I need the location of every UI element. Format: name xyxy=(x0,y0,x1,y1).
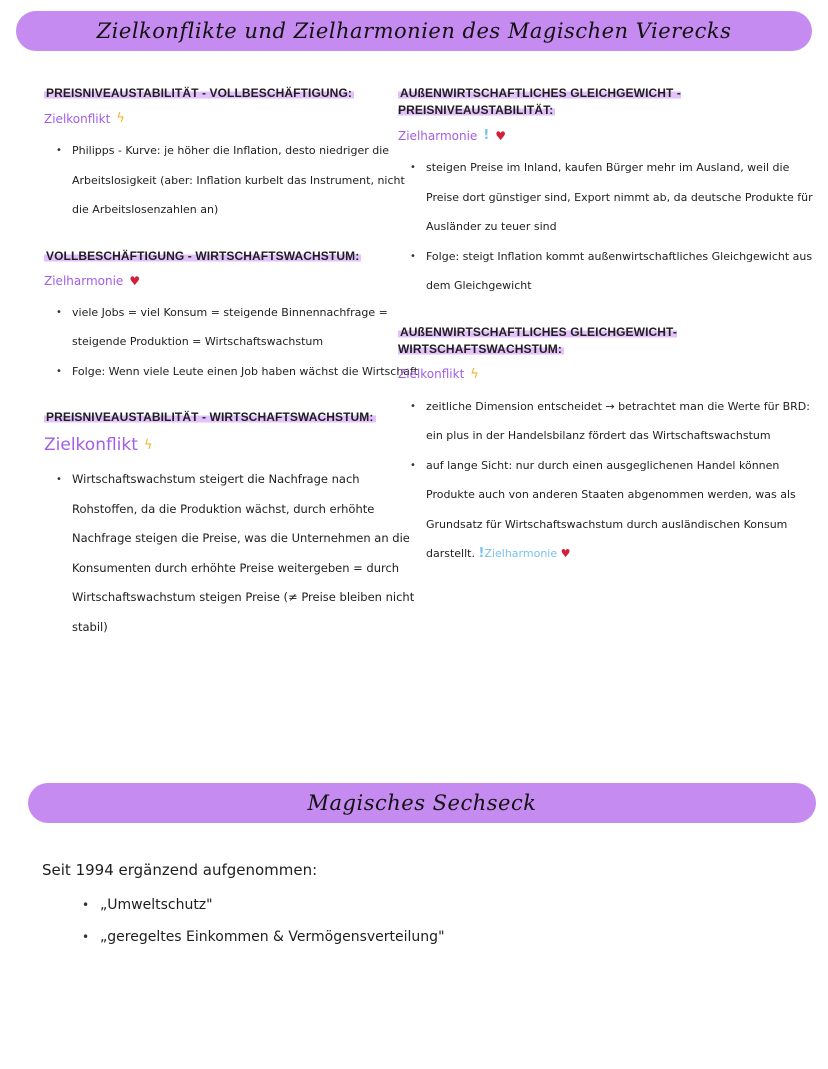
tag-label: Zielkonflikt xyxy=(398,367,465,381)
list-item: • „geregeltes Einkommen & Vermögensverteilung" xyxy=(42,921,782,953)
zielharmonie-tag xyxy=(44,274,422,288)
left-column xyxy=(44,84,422,664)
section-title: AUßENWIRTSCHAFTLICHES GLEICHGEWICHT- WIRTSCHAFTSWACHSTUM: xyxy=(398,324,677,356)
list-item: • viele Jobs = viel Konsum = steigende Binnennachfrage = steigende Produktion = Wirtschaftswachstum xyxy=(44,298,422,357)
zielkonflikt-tag xyxy=(44,111,422,126)
section-title: AUßENWIRTSCHAFTLICHES GLEICHGEWICHT - PREISNIVEAUSTABILITÄT: xyxy=(398,86,682,117)
heart-icon: ♥ xyxy=(129,273,141,288)
zielkonflikt-tag xyxy=(44,435,422,455)
section-title: PREISNIVEAUSTABILITÄT - VOLLBESCHÄFTIGUNG: xyxy=(46,86,352,100)
list-item: • steigen Preise im Inland, kaufen Bürger mehr im Ausland, weil die Preise dort günstiger sind, Export nimmt ab, da deutsche Produkte für Ausländer zu teuer sind xyxy=(398,153,816,242)
lightning-icon: ϟ xyxy=(116,111,125,126)
sechseck-banner xyxy=(28,783,816,823)
heart-icon: ♥ xyxy=(495,128,507,143)
section-title: PREISNIVEAUSTABILITÄT - WIRTSCHAFTSWACHSTUM: xyxy=(46,410,374,424)
section-title: VOLLBESCHÄFTIGUNG - WIRTSCHAFTSWACHSTUM: xyxy=(46,248,360,263)
section-aussen-wachstum xyxy=(398,323,816,569)
exclamation-icon: ! xyxy=(478,546,485,561)
section-preis-vollbeschaeftigung xyxy=(44,84,422,225)
list-item xyxy=(398,451,816,569)
page-title: Zielkonflikte und Zielharmonien des Magischen Vierecks xyxy=(96,19,732,43)
list-item: • Philipps - Kurve: je höher die Inflation, desto niedriger die Arbeitslosigkeit (aber: Inflation kurbelt das Instrument, nicht die Arbeitslosenzahlen an) xyxy=(44,136,422,225)
right-column xyxy=(398,84,816,591)
zielharmonie-tag xyxy=(398,128,816,143)
header-banner xyxy=(16,11,812,51)
list-item: • „Umweltschutz" xyxy=(42,889,782,921)
list-item: • Folge: steigt Inflation kommt außenwirtschaftliches Gleichgewicht aus dem Gleichgewicht xyxy=(398,242,816,301)
heart-icon: ♥ xyxy=(560,547,571,560)
tag-label: Zielkonflikt xyxy=(44,111,111,126)
inline-zielharmonie-tag: Zielharmonie xyxy=(484,547,558,560)
tag-label: Zielharmonie xyxy=(44,273,124,288)
section-preis-wachstum xyxy=(44,408,422,642)
list-item: • zeitliche Dimension entscheidet → betrachtet man die Werte für BRD: ein plus in der Handelsbilanz fördert das Wirtschaftswachstum xyxy=(398,392,816,451)
lightning-icon: ϟ xyxy=(143,437,153,453)
tag-label: Zielharmonie xyxy=(398,128,478,143)
section-vollbeschaeftigung-wachstum xyxy=(44,247,422,387)
list-item-text: auf lange Sicht: nur durch einen ausgeglichenen Handel können Produkte auch von anderen Staaten abgenommen werden, was als Grundsatz für Wirtschaftswachstum durch ausländischen Konsum darstellt. xyxy=(426,458,796,560)
list-item: • Wirtschaftswachstum steigert die Nachfrage nach Rohstoffen, da die Produktion wächst, durch erhöhte Nachfrage steigen die Preise, was die Unternehmen an die Konsumenten durch erhöhte Preise weitergeben = durch Wirtschaftswachstum steigen Preise (≠ Preise bleiben nicht stabil) xyxy=(44,465,422,642)
zielkonflikt-tag xyxy=(398,367,816,382)
lightning-icon: ϟ xyxy=(470,366,479,382)
tag-label: Zielkonflikt xyxy=(44,435,138,455)
sechseck-intro: Seit 1994 ergänzend aufgenommen: xyxy=(42,861,318,879)
exclamation-icon: ! xyxy=(483,128,490,143)
section-aussen-preis xyxy=(398,84,816,301)
sechseck-content xyxy=(42,857,782,953)
sechseck-title: Magisches Sechseck xyxy=(307,791,537,815)
list-item: • Folge: Wenn viele Leute einen Job haben wächst die Wirtschaft xyxy=(44,357,422,387)
